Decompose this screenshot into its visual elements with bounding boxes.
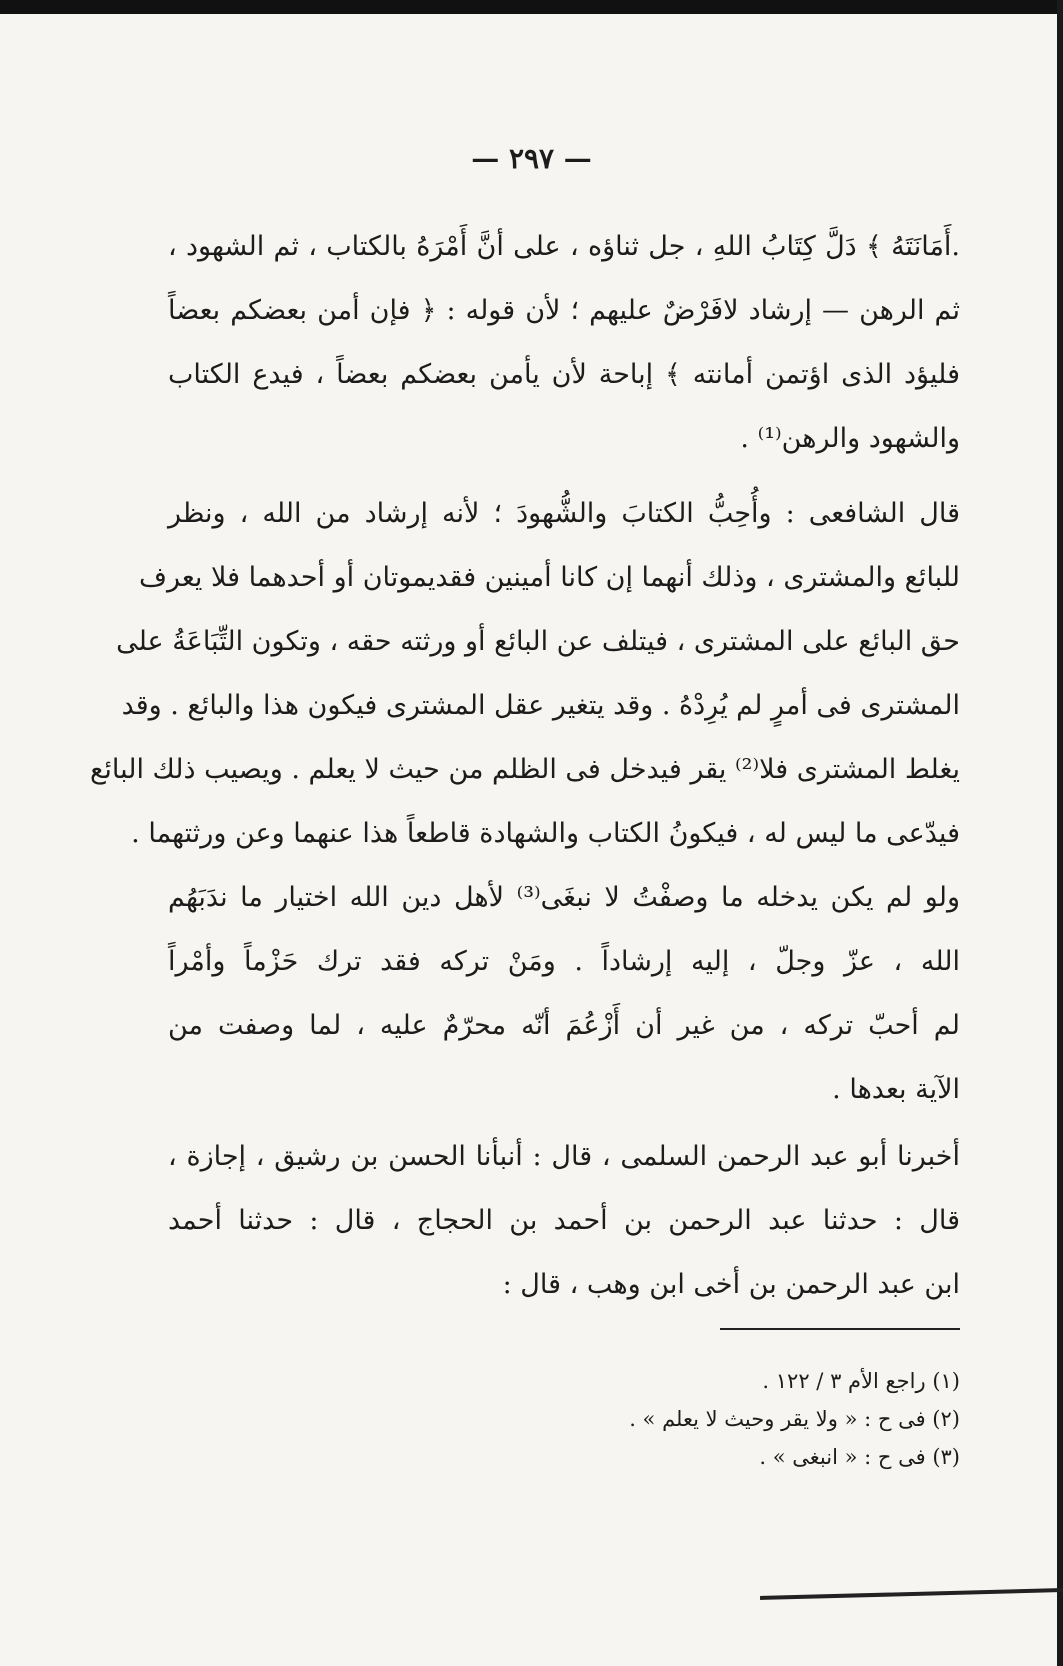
footnote-3: (٣) فى ح : « انبغى » .: [759, 1445, 960, 1469]
paragraph-line: حق البائع على المشترى ، فيتلف عن البائع أو ورثته حقه ، وتكون التِّبَاعَةُ على: [116, 626, 960, 657]
paragraph-line: ابن عبد الرحمن بن أخى ابن وهب ، قال :: [502, 1269, 960, 1300]
paragraph-line: الله ، عزّ وجلّ ، إليه إرشاداً . ومَنْ تركه فقد ترك حَزْماً وأمْراً: [168, 946, 960, 977]
paragraph-line: ولو لم يكن يدخله ما وصفْتُ لا نبغَى⁽³⁾ لأهل دين الله اختيار ما ندَبَهُم: [168, 882, 960, 913]
footnotes: [560, 1362, 960, 1476]
paragraph-1: [168, 215, 960, 471]
paragraph-line: يغلط المشترى فلا⁽²⁾ يقر فيدخل فى الظلم من حيث لا يعلم . ويصيب ذلك البائع: [89, 754, 960, 785]
paragraph-line: الآية بعدها .: [832, 1074, 960, 1105]
paragraph-3: [168, 1125, 960, 1317]
paragraph-line: للبائع والمشترى ، وذلك أنهما إن كانا أمينين فقديموتان أو أحدهما فلا يعرف: [138, 562, 960, 593]
scan-top-edge: [0, 0, 1063, 14]
paragraph-line: والشهود والرهن⁽¹⁾ .: [740, 423, 960, 454]
paragraph-line: فيدّعى ما ليس له ، فيكونُ الكتاب والشهادة قاطعاً هذا عنهما وعن ورثتهما .: [131, 818, 960, 849]
scan-right-edge: [1057, 0, 1063, 1666]
paragraph-line: قال الشافعى : وأُحِبُّ الكتابَ والشُّهودَ ؛ لأنه إرشاد من الله ، ونظر: [168, 498, 960, 529]
paragraph-2: [89, 482, 960, 1122]
paragraph-line: المشترى فى أمرٍ لم يُرِدْهُ . وقد يتغير عقل المشترى فيكون هذا والبائع . وقد: [121, 690, 960, 721]
scan-bottom-shadow: [760, 1588, 1063, 1600]
paragraph-line: أخبرنا أبو عبد الرحمن السلمى ، قال : أنبأنا الحسن بن رشيق ، إجازة ،: [168, 1141, 960, 1172]
paragraph-line: .أَمَانَتَهُ ﴾ دَلَّ كِتَابُ اللهِ ، جل ثناؤه ، على أنَّ أَمْرَهُ بالكتاب ، ثم الشهود ،: [168, 231, 960, 262]
footnote-2: (٢) فى ح : « ولا يقر وحيث لا يعلم » .: [629, 1407, 960, 1431]
paragraph-line: لم أحبّ تركه ، من غير أن أَزْعُمَ أنّه محرّمٌ عليه ، لما وصفت من: [168, 1010, 960, 1041]
paragraph-line: ثم الرهن — إرشاد لافَرْضٌ عليهم ؛ لأن قوله : ﴿ فإن أمن بعضكم بعضاً: [168, 295, 960, 326]
paragraph-line: فليؤد الذى اؤتمن أمانته ﴾ إباحة لأن يأمن بعضكم بعضاً ، فيدع الكتاب: [168, 359, 960, 390]
paragraph-line: قال : حدثنا عبد الرحمن بن أحمد بن الحجاج ، قال : حدثنا أحمد: [168, 1205, 960, 1236]
footnote-1: (١) راجع الأم ٣ / ١٢٢ .: [762, 1369, 960, 1393]
footnote-divider: [720, 1328, 960, 1330]
page-number: — ٢٩٧ —: [471, 142, 592, 175]
